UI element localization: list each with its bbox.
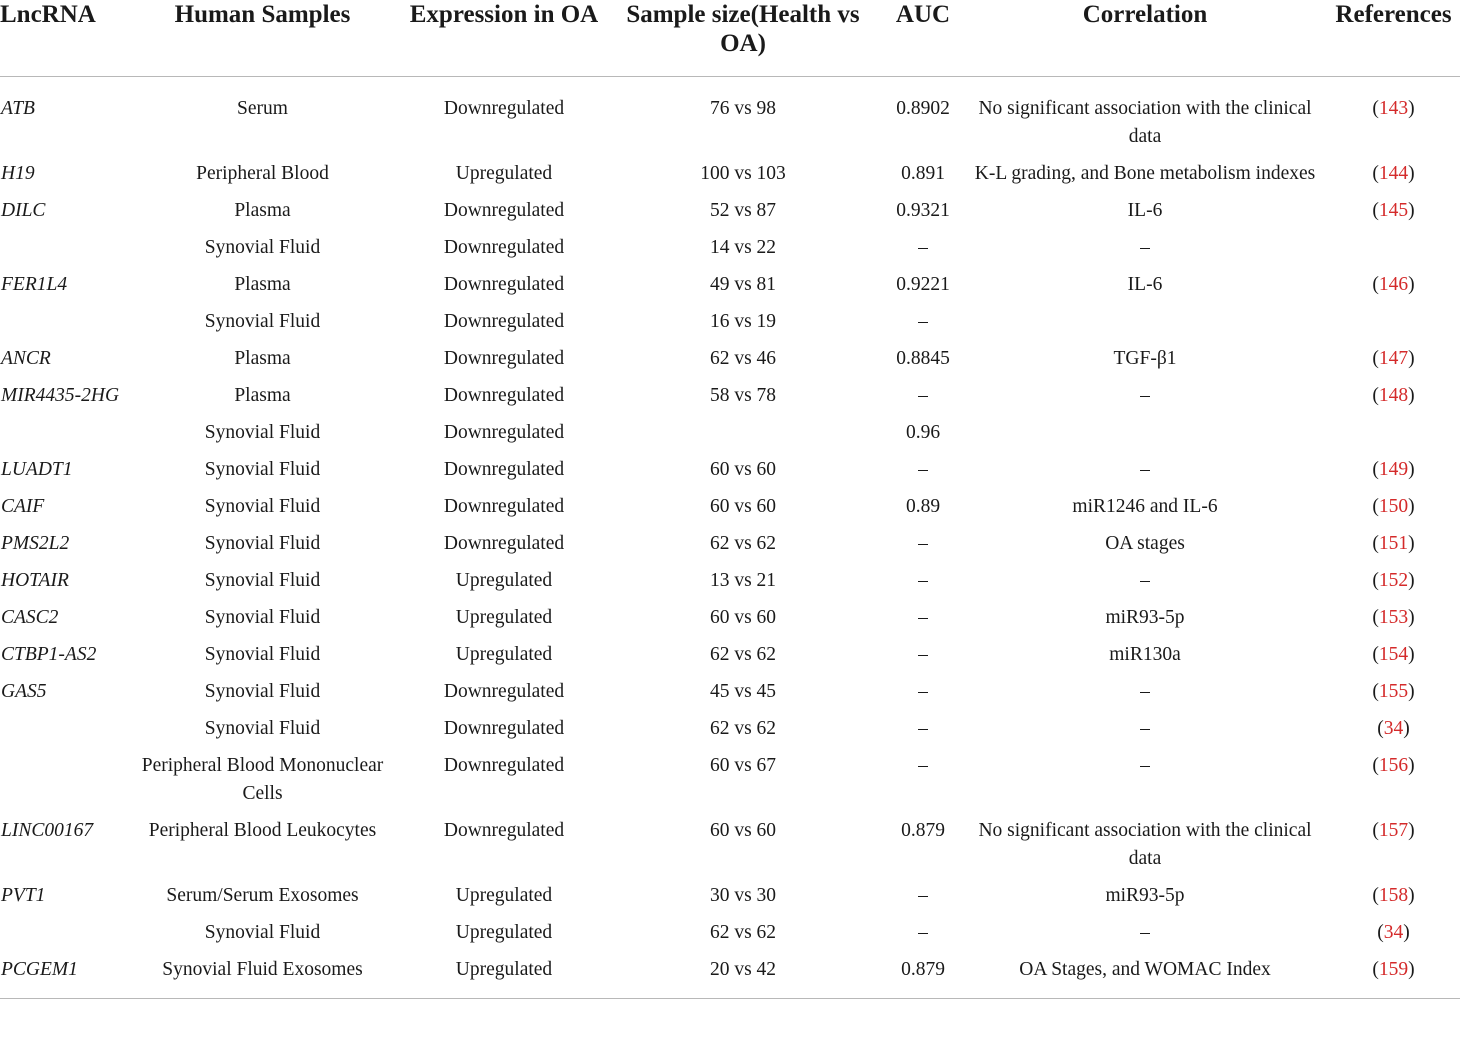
reference-link[interactable]: 159 bbox=[1378, 958, 1409, 980]
table-row bbox=[0, 155, 1460, 192]
ref-close-paren: ) bbox=[1408, 162, 1415, 184]
auc-cell: 0.96 bbox=[905, 421, 941, 443]
reference-link[interactable]: 151 bbox=[1378, 532, 1409, 554]
ref-open-paren: ( bbox=[1372, 458, 1379, 480]
table-row bbox=[0, 673, 1460, 710]
expression-cell: Downregulated bbox=[443, 97, 565, 119]
correlation-cell: OA stages bbox=[1105, 532, 1185, 554]
expression-cell: Downregulated bbox=[443, 819, 565, 841]
reference-cell bbox=[1327, 673, 1460, 710]
auc-cell: – bbox=[918, 310, 928, 332]
header-auc: AUC bbox=[883, 0, 963, 76]
lncrna-cell: LINC00167 bbox=[1, 819, 94, 841]
reference-cell bbox=[1327, 562, 1460, 599]
correlation-cell: TGF-β1 bbox=[1113, 347, 1177, 369]
reference-link[interactable]: 156 bbox=[1378, 754, 1409, 776]
ref-close-paren: ) bbox=[1408, 958, 1415, 980]
reference-cell bbox=[1327, 266, 1460, 303]
table-row bbox=[0, 229, 1460, 266]
reference-cell bbox=[1327, 636, 1460, 673]
auc-cell: – bbox=[918, 921, 928, 943]
reference-link[interactable]: 34 bbox=[1383, 921, 1404, 943]
auc-cell: – bbox=[918, 884, 928, 906]
lncrna-cell: LUADT1 bbox=[1, 458, 73, 480]
auc-cell: – bbox=[918, 532, 928, 554]
sample-size-cell: 60 vs 60 bbox=[709, 819, 777, 841]
sample-cell: Synovial Fluid bbox=[204, 717, 321, 739]
table-row bbox=[0, 266, 1460, 303]
auc-cell: – bbox=[918, 717, 928, 739]
sample-size-cell: 76 vs 98 bbox=[709, 97, 777, 119]
correlation-cell: IL-6 bbox=[1127, 273, 1163, 295]
lncrna-cell: FER1L4 bbox=[1, 273, 68, 295]
correlation-cell bbox=[963, 414, 1327, 451]
reference-cell bbox=[1327, 229, 1460, 266]
header-references: References bbox=[1327, 0, 1460, 76]
correlation-cell bbox=[963, 303, 1327, 340]
header-samples: Human Samples bbox=[120, 0, 405, 76]
auc-cell: – bbox=[918, 606, 928, 628]
sample-size-cell: 62 vs 62 bbox=[709, 532, 777, 554]
reference-cell bbox=[1327, 192, 1460, 229]
expression-cell: Downregulated bbox=[443, 532, 565, 554]
correlation-cell: – bbox=[1140, 717, 1150, 739]
ref-open-paren: ( bbox=[1372, 199, 1379, 221]
auc-cell: – bbox=[918, 458, 928, 480]
sample-cell: Synovial Fluid bbox=[204, 680, 321, 702]
correlation-cell: – bbox=[1140, 569, 1150, 591]
sample-cell: Synovial Fluid Exosomes bbox=[120, 951, 405, 999]
reference-link[interactable]: 153 bbox=[1378, 606, 1409, 628]
ref-close-paren: ) bbox=[1408, 884, 1415, 906]
ref-close-paren: ) bbox=[1408, 273, 1415, 295]
lncrna-cell bbox=[0, 229, 120, 266]
header-sample-size: Sample size(Health vs OA) bbox=[603, 0, 883, 76]
lncrna-cell: CTBP1-AS2 bbox=[1, 643, 97, 665]
reference-cell bbox=[1327, 877, 1460, 914]
sample-cell: Serum bbox=[237, 97, 288, 119]
reference-cell bbox=[1327, 76, 1460, 155]
ref-open-paren: ( bbox=[1372, 384, 1379, 406]
lncrna-cell: MIR4435-2HG bbox=[1, 384, 120, 406]
ref-open-paren: ( bbox=[1372, 606, 1379, 628]
ref-open-paren: ( bbox=[1377, 921, 1384, 943]
reference-link[interactable]: 147 bbox=[1378, 347, 1409, 369]
expression-cell: Downregulated bbox=[443, 273, 565, 295]
reference-link[interactable]: 145 bbox=[1378, 199, 1409, 221]
ref-open-paren: ( bbox=[1377, 717, 1384, 739]
ref-close-paren: ) bbox=[1408, 384, 1415, 406]
lncrna-cell: GAS5 bbox=[1, 680, 47, 702]
expression-cell: Downregulated bbox=[443, 458, 565, 480]
correlation-cell: miR93-5p bbox=[1105, 606, 1185, 628]
header-correlation: Correlation bbox=[963, 0, 1327, 76]
reference-cell bbox=[1327, 599, 1460, 636]
ref-close-paren: ) bbox=[1408, 199, 1415, 221]
reference-link[interactable]: 154 bbox=[1378, 643, 1409, 665]
reference-cell bbox=[1327, 914, 1460, 951]
header-lncrna: LncRNA bbox=[0, 0, 120, 76]
sample-cell: Plasma bbox=[234, 384, 291, 406]
reference-link[interactable]: 157 bbox=[1378, 819, 1409, 841]
lncrna-cell: ATB bbox=[1, 97, 35, 119]
sample-size-cell: 49 vs 81 bbox=[709, 273, 777, 295]
expression-cell: Upregulated bbox=[455, 606, 553, 628]
header-row bbox=[0, 0, 1460, 76]
table-row bbox=[0, 562, 1460, 599]
ref-open-paren: ( bbox=[1372, 532, 1379, 554]
sample-cell: Plasma bbox=[234, 199, 291, 221]
auc-cell: – bbox=[918, 384, 928, 406]
ref-open-paren: ( bbox=[1372, 495, 1379, 517]
correlation-cell: – bbox=[1140, 921, 1150, 943]
sample-size-cell: 58 vs 78 bbox=[709, 384, 777, 406]
auc-cell: – bbox=[918, 643, 928, 665]
table-row bbox=[0, 599, 1460, 636]
table-row bbox=[0, 951, 1460, 999]
ref-close-paren: ) bbox=[1408, 643, 1415, 665]
sample-cell: Synovial Fluid bbox=[204, 643, 321, 665]
expression-cell: Downregulated bbox=[443, 310, 565, 332]
reference-link[interactable]: 155 bbox=[1378, 680, 1409, 702]
reference-link[interactable]: 148 bbox=[1378, 384, 1409, 406]
ref-open-paren: ( bbox=[1372, 569, 1379, 591]
sample-cell: Plasma bbox=[234, 347, 291, 369]
ref-open-paren: ( bbox=[1372, 643, 1379, 665]
ref-close-paren: ) bbox=[1408, 532, 1415, 554]
correlation-cell: No significant association with the clinical data bbox=[978, 819, 1312, 869]
lncrna-cell: PCGEM1 bbox=[0, 951, 120, 999]
sample-size-cell: 60 vs 67 bbox=[709, 754, 777, 776]
expression-cell: Downregulated bbox=[443, 236, 565, 258]
reference-cell bbox=[1327, 812, 1460, 877]
correlation-cell: miR93-5p bbox=[1105, 884, 1185, 906]
expression-cell: Downregulated bbox=[443, 384, 565, 406]
expression-cell: Upregulated bbox=[455, 643, 553, 665]
sample-size-cell: 52 vs 87 bbox=[709, 199, 777, 221]
auc-cell: 0.8902 bbox=[896, 97, 950, 119]
correlation-cell: miR1246 and IL-6 bbox=[1072, 495, 1218, 517]
reference-cell bbox=[1327, 488, 1460, 525]
sample-cell: Synovial Fluid bbox=[204, 236, 321, 258]
sample-cell: Peripheral Blood Mononuclear Cells bbox=[141, 754, 384, 804]
sample-size-cell: 16 vs 19 bbox=[709, 310, 777, 332]
auc-cell: – bbox=[918, 236, 928, 258]
ref-close-paren: ) bbox=[1408, 606, 1415, 628]
sample-cell: Synovial Fluid bbox=[204, 310, 321, 332]
sample-size-cell: 20 vs 42 bbox=[603, 951, 883, 999]
reference-link[interactable]: 158 bbox=[1378, 884, 1409, 906]
expression-cell: Downregulated bbox=[443, 717, 565, 739]
lncrna-cell bbox=[0, 303, 120, 340]
sample-cell: Synovial Fluid bbox=[204, 458, 321, 480]
lncrna-cell: PMS2L2 bbox=[1, 532, 70, 554]
table-row bbox=[0, 877, 1460, 914]
ref-close-paren: ) bbox=[1408, 347, 1415, 369]
expression-cell: Upregulated bbox=[455, 162, 553, 184]
sample-cell: Peripheral Blood Leukocytes bbox=[148, 819, 377, 841]
reference-cell bbox=[1327, 377, 1460, 414]
sample-cell: Synovial Fluid bbox=[204, 921, 321, 943]
table-row bbox=[0, 414, 1460, 451]
correlation-cell: K-L grading, and Bone metabolism indexes bbox=[974, 162, 1316, 184]
lncrna-cell: HOTAIR bbox=[1, 569, 69, 591]
correlation-cell: IL-6 bbox=[1127, 199, 1163, 221]
lncrna-cell: PVT1 bbox=[1, 884, 46, 906]
correlation-cell: – bbox=[1140, 680, 1150, 702]
lncrna-cell bbox=[0, 747, 120, 812]
correlation-cell: miR130a bbox=[1109, 643, 1181, 665]
auc-cell: – bbox=[918, 680, 928, 702]
ref-open-paren: ( bbox=[1372, 97, 1379, 119]
reference-link[interactable]: 34 bbox=[1383, 717, 1404, 739]
auc-cell: 0.891 bbox=[901, 162, 945, 184]
auc-cell: 0.89 bbox=[905, 495, 941, 517]
lncrna-cell: ANCR bbox=[1, 347, 51, 369]
reference-cell bbox=[1327, 155, 1460, 192]
reference-cell bbox=[1327, 451, 1460, 488]
lncrna-cell bbox=[0, 710, 120, 747]
correlation-cell: No significant association with the clinical data bbox=[978, 97, 1312, 147]
auc-cell: 0.9221 bbox=[896, 273, 950, 295]
table-row bbox=[0, 340, 1460, 377]
table-row bbox=[0, 488, 1460, 525]
sample-size-cell: 14 vs 22 bbox=[709, 236, 777, 258]
ref-close-paren: ) bbox=[1403, 717, 1410, 739]
reference-cell bbox=[1327, 525, 1460, 562]
ref-close-paren: ) bbox=[1408, 680, 1415, 702]
table-row bbox=[0, 812, 1460, 877]
auc-cell: 0.879 bbox=[883, 951, 963, 999]
sample-size-cell: 62 vs 62 bbox=[709, 643, 777, 665]
reference-link[interactable]: 150 bbox=[1378, 495, 1409, 517]
reference-link[interactable]: 152 bbox=[1378, 569, 1409, 591]
reference-cell bbox=[1327, 414, 1460, 451]
reference-link[interactable]: 143 bbox=[1378, 97, 1409, 119]
auc-cell: – bbox=[918, 754, 928, 776]
table-row bbox=[0, 303, 1460, 340]
sample-cell: Synovial Fluid bbox=[204, 569, 321, 591]
sample-size-cell: 100 vs 103 bbox=[700, 162, 786, 184]
sample-size-cell: 62 vs 46 bbox=[709, 347, 777, 369]
header-expression: Expression in OA bbox=[405, 0, 603, 76]
sample-cell: Serum/Serum Exosomes bbox=[166, 884, 359, 906]
expression-cell: Downregulated bbox=[443, 495, 565, 517]
reference-cell bbox=[1327, 303, 1460, 340]
correlation-cell: – bbox=[1140, 384, 1150, 406]
lncrna-cell: H19 bbox=[1, 162, 35, 184]
table-row bbox=[0, 525, 1460, 562]
sample-size-cell: 45 vs 45 bbox=[709, 680, 777, 702]
table-row bbox=[0, 636, 1460, 673]
ref-open-paren: ( bbox=[1372, 754, 1379, 776]
reference-cell bbox=[1327, 951, 1460, 999]
correlation-cell: OA Stages, and WOMAC Index bbox=[963, 951, 1327, 999]
sample-size-cell: 62 vs 62 bbox=[709, 921, 777, 943]
sample-cell: Synovial Fluid bbox=[204, 421, 321, 443]
sample-cell: Plasma bbox=[234, 273, 291, 295]
expression-cell: Upregulated bbox=[455, 921, 553, 943]
correlation-cell: – bbox=[1140, 754, 1150, 776]
reference-link[interactable]: 146 bbox=[1378, 273, 1409, 295]
lncrna-cell: CASC2 bbox=[1, 606, 59, 628]
ref-open-paren: ( bbox=[1372, 884, 1379, 906]
ref-close-paren: ) bbox=[1408, 458, 1415, 480]
sample-size-cell: 60 vs 60 bbox=[709, 606, 777, 628]
sample-cell: Synovial Fluid bbox=[204, 495, 321, 517]
correlation-cell: – bbox=[1140, 458, 1150, 480]
expression-cell: Upregulated bbox=[405, 951, 603, 999]
auc-cell: 0.879 bbox=[901, 819, 945, 841]
ref-close-paren: ) bbox=[1408, 97, 1415, 119]
lncrna-cell bbox=[0, 914, 120, 951]
auc-cell: 0.8845 bbox=[896, 347, 950, 369]
table-row bbox=[0, 451, 1460, 488]
expression-cell: Downregulated bbox=[443, 421, 565, 443]
expression-cell: Downregulated bbox=[443, 680, 565, 702]
table-row bbox=[0, 710, 1460, 747]
table-body bbox=[0, 76, 1460, 998]
reference-link[interactable]: 149 bbox=[1378, 458, 1409, 480]
ref-close-paren: ) bbox=[1408, 754, 1415, 776]
ref-open-paren: ( bbox=[1372, 162, 1379, 184]
expression-cell: Downregulated bbox=[443, 347, 565, 369]
expression-cell: Downregulated bbox=[443, 754, 565, 776]
sample-cell: Synovial Fluid bbox=[204, 606, 321, 628]
table-row bbox=[0, 747, 1460, 812]
table-row bbox=[0, 914, 1460, 951]
reference-link[interactable]: 144 bbox=[1378, 162, 1409, 184]
auc-cell: – bbox=[918, 569, 928, 591]
reference-cell bbox=[1327, 747, 1460, 812]
ref-open-paren: ( bbox=[1372, 347, 1379, 369]
lncrna-cell: DILC bbox=[1, 199, 46, 221]
table-row bbox=[0, 76, 1460, 155]
lncrna-cell bbox=[0, 414, 120, 451]
expression-cell: Downregulated bbox=[443, 199, 565, 221]
ref-open-paren: ( bbox=[1372, 819, 1379, 841]
sample-size-cell: 30 vs 30 bbox=[709, 884, 777, 906]
sample-size-cell: 13 vs 21 bbox=[709, 569, 777, 591]
ref-close-paren: ) bbox=[1403, 921, 1410, 943]
expression-cell: Upregulated bbox=[455, 569, 553, 591]
expression-cell: Upregulated bbox=[455, 884, 553, 906]
sample-size-cell bbox=[603, 414, 883, 451]
ref-open-paren: ( bbox=[1372, 273, 1379, 295]
sample-cell: Peripheral Blood bbox=[196, 162, 329, 184]
auc-cell: 0.9321 bbox=[896, 199, 950, 221]
sample-cell: Synovial Fluid bbox=[204, 532, 321, 554]
correlation-cell: – bbox=[1140, 236, 1150, 258]
ref-open-paren: ( bbox=[1372, 958, 1379, 980]
lncrna-cell: CAIF bbox=[1, 495, 45, 517]
ref-close-paren: ) bbox=[1408, 495, 1415, 517]
reference-cell bbox=[1327, 340, 1460, 377]
ref-close-paren: ) bbox=[1408, 569, 1415, 591]
table-row bbox=[0, 377, 1460, 414]
ref-open-paren: ( bbox=[1372, 680, 1379, 702]
ref-close-paren: ) bbox=[1408, 819, 1415, 841]
sample-size-cell: 62 vs 62 bbox=[709, 717, 777, 739]
sample-size-cell: 60 vs 60 bbox=[709, 495, 777, 517]
table-row bbox=[0, 192, 1460, 229]
reference-cell bbox=[1327, 710, 1460, 747]
sample-size-cell: 60 vs 60 bbox=[709, 458, 777, 480]
